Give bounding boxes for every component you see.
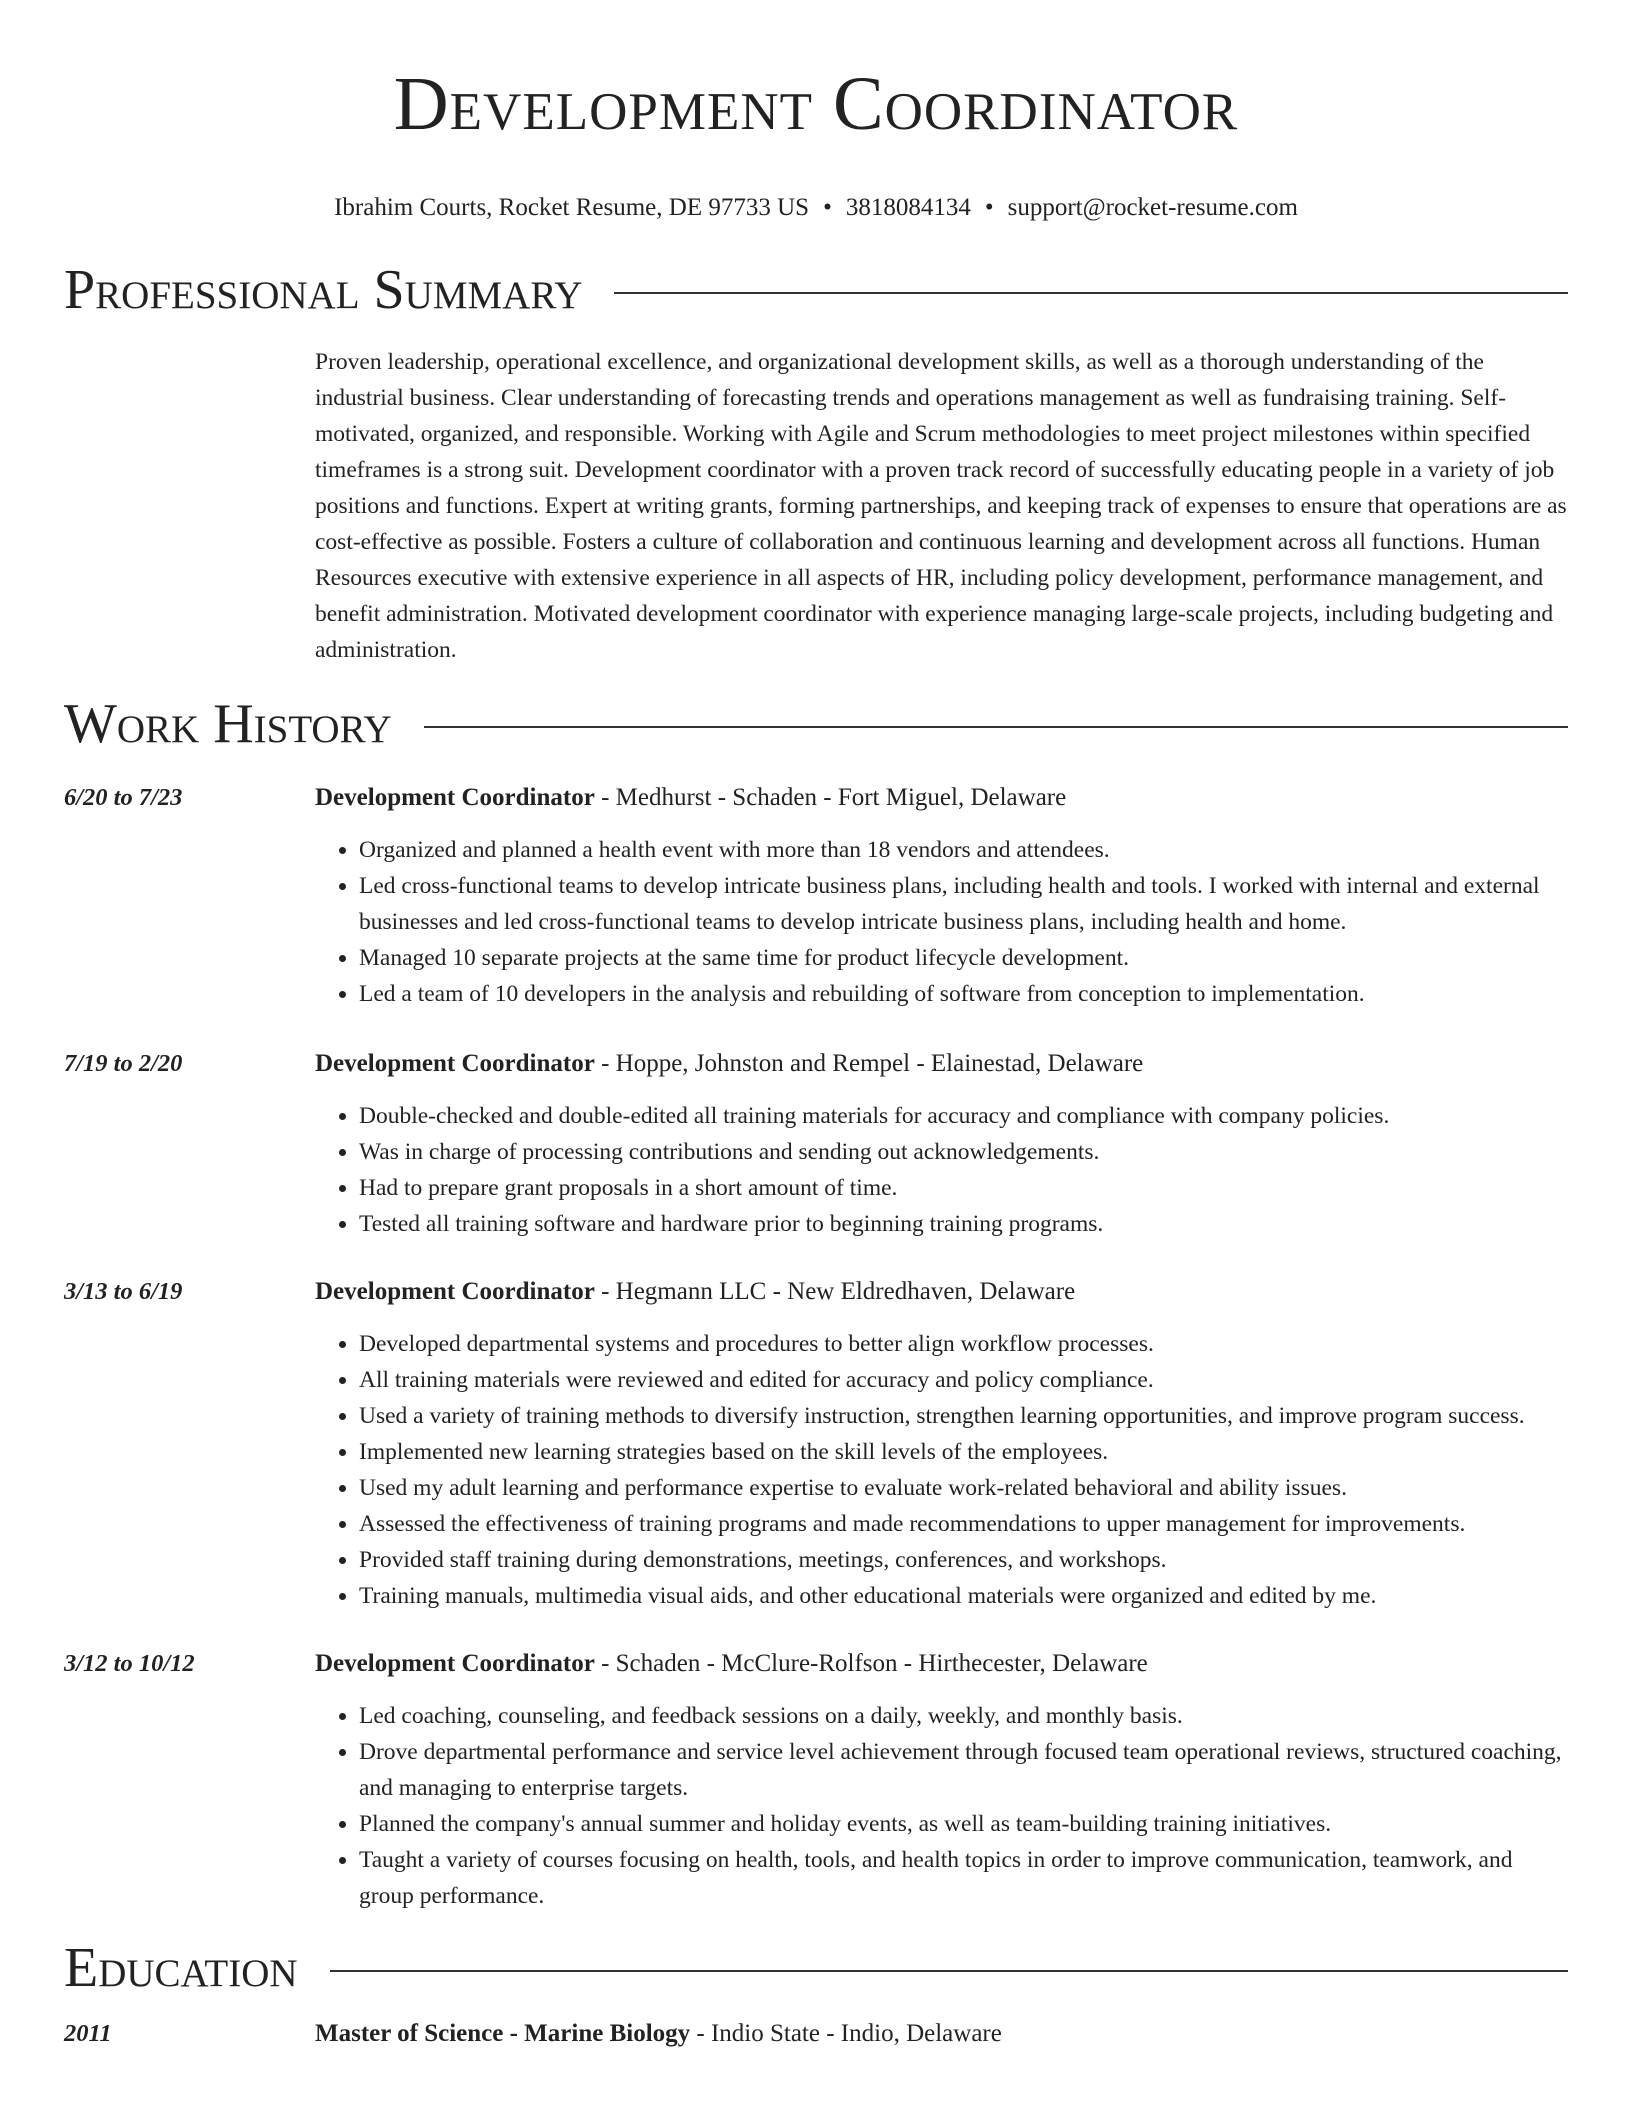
work-bullet: • All training materials were reviewed and edited for accuracy and policy compliance.	[359, 1362, 1568, 1398]
work-bullet: • Taught a variety of courses focusing on health, tools, and health topics in order to improve communication, teamwork, and group performance.	[359, 1842, 1568, 1914]
contact-address: Ibrahim Courts, Rocket Resume, DE 97733 US	[334, 194, 810, 221]
work-bullets	[315, 1326, 1568, 1614]
work-dates: 3/13 to 6/19	[64, 1278, 183, 1305]
work-bullet: • Drove departmental performance and service level achievement through focused team operational reviews, structured coaching, and managing to enterprise targets.	[359, 1734, 1568, 1806]
work-bullets	[315, 1698, 1568, 1914]
work-entry-body	[315, 1646, 1568, 1914]
education-degree: Master of Science - Marine Biology	[315, 2020, 691, 2047]
work-bullet: • Used my adult learning and performance expertise to evaluate work-related behavioral and ability issues.	[359, 1470, 1568, 1506]
work-title	[315, 1646, 1568, 1682]
work-company: - Hegmann LLC - New Eldredhaven, Delaware	[594, 1278, 1076, 1305]
work-entry-body	[315, 780, 1568, 1012]
contact-line	[64, 192, 1568, 224]
work-role: Development Coordinator	[315, 1050, 595, 1077]
work-dates: 7/19 to 2/20	[64, 1050, 183, 1077]
work-bullets	[315, 832, 1568, 1012]
work-bullet: • Used a variety of training methods to diversify instruction, strengthen learning opportunities, and improve program success.	[359, 1398, 1568, 1434]
work-bullet: • Tested all training software and hardware prior to beginning training programs.	[359, 1206, 1568, 1242]
work-company: - Hoppe, Johnston and Rempel - Elainestad, Delaware	[594, 1050, 1144, 1077]
work-title	[315, 1046, 1568, 1082]
education-entry	[64, 2016, 1568, 2052]
work-dates: 6/20 to 7/23	[64, 784, 183, 811]
work-bullet: • Developed departmental systems and procedures to better align workflow processes.	[359, 1326, 1568, 1362]
contact-separator: •	[823, 194, 832, 221]
education-section-title: Education	[64, 1937, 298, 1999]
work-entry-body	[315, 1274, 1568, 1614]
work-entry	[64, 1046, 1568, 1242]
section-divider	[330, 1970, 1568, 1972]
work-bullet: • Implemented new learning strategies based on the skill levels of the employees.	[359, 1434, 1568, 1470]
summary-text: Proven leadership, operational excellence, and organizational development skills, as well as a thorough understanding of the industrial business. Clear understanding of forecasting trends and operations management as well as fundraising training. Self-motivated, organized, and responsible. Working with Agile and Scrum methodologies to meet project milestones within specified timeframes is a strong suit. Development coordinator with a proven track record of successfully educating people in a variety of job positions and functions. Expert at writing grants, forming partnerships, and keeping track of expenses to ensure that operations are as cost-effective as possible. Fosters a culture of collaboration and continuous learning and development across all functions. Human Resources executive with extensive experience in all aspects of HR, including policy development, performance management, and benefit administration. Motivated development coordinator with experience managing large-scale projects, including budgeting and administration.	[315, 349, 1567, 663]
work-role: Development Coordinator	[315, 784, 595, 811]
work-bullets	[315, 1098, 1568, 1242]
work-entry	[64, 1274, 1568, 1614]
summary-section-title: Professional Summary	[64, 259, 583, 321]
work-bullet: • Organized and planned a health event with more than 18 vendors and attendees.	[359, 832, 1568, 868]
work-role: Development Coordinator	[315, 1278, 595, 1305]
education-school: - Indio State - Indio, Delaware	[690, 2020, 1002, 2047]
work-section-header	[64, 692, 1568, 756]
work-bullet: • Planned the company's annual summer and holiday events, as well as team-building training initiatives.	[359, 1806, 1568, 1842]
work-bullet: • Training manuals, multimedia visual aids, and other educational materials were organized and edited by me.	[359, 1578, 1568, 1614]
work-title	[315, 780, 1568, 816]
work-bullet: • Led coaching, counseling, and feedback sessions on a daily, weekly, and monthly basis.	[359, 1698, 1568, 1734]
work-bullet: • Provided staff training during demonstrations, meetings, conferences, and workshops.	[359, 1542, 1568, 1578]
section-divider	[614, 292, 1568, 294]
work-company: - Medhurst - Schaden - Fort Miguel, Delaware	[594, 784, 1067, 811]
work-bullet: • Assessed the effectiveness of training programs and made recommendations to upper management for improvements.	[359, 1506, 1568, 1542]
work-bullet: • Had to prepare grant proposals in a short amount of time.	[359, 1170, 1568, 1206]
contact-phone: 3818084134	[845, 194, 971, 221]
work-title	[315, 1274, 1568, 1310]
work-bullet: • Was in charge of processing contributions and sending out acknowledgements.	[359, 1134, 1568, 1170]
education-year: 2011	[64, 2020, 112, 2047]
work-entry-body	[315, 1046, 1568, 1242]
section-divider	[424, 726, 1568, 728]
work-dates: 3/12 to 10/12	[64, 1650, 195, 1677]
education-entry-body	[315, 2016, 1568, 2052]
contact-separator: •	[984, 194, 994, 221]
work-section-title: Work History	[64, 693, 392, 755]
work-entry	[64, 1646, 1568, 1914]
education-section-header	[64, 1936, 1568, 2000]
work-bullet: • Double-checked and double-edited all training materials for accuracy and compliance with company policies.	[359, 1098, 1568, 1134]
resume-name: Development Coordinator	[393, 62, 1239, 146]
summary-section-header	[64, 258, 1568, 322]
work-bullet: • Managed 10 separate projects at the same time for product lifecycle development.	[359, 940, 1568, 976]
work-company: - Schaden - McClure-Rolfson - Hirthecester, Delaware	[594, 1650, 1148, 1677]
resume-header	[64, 0, 1568, 224]
work-role: Development Coordinator	[315, 1650, 595, 1677]
work-bullet: • Led cross-functional teams to develop intricate business plans, including health and tools. I worked with internal and external businesses and led cross-functional teams to develop intricate business plans, including health and home.	[359, 868, 1568, 940]
work-bullet: • Led a team of 10 developers in the analysis and rebuilding of software from conception to implementation.	[359, 976, 1568, 1012]
work-entry	[64, 780, 1568, 1012]
contact-email: support@rocket-resume.com	[1007, 194, 1298, 221]
education-title	[315, 2016, 1568, 2052]
